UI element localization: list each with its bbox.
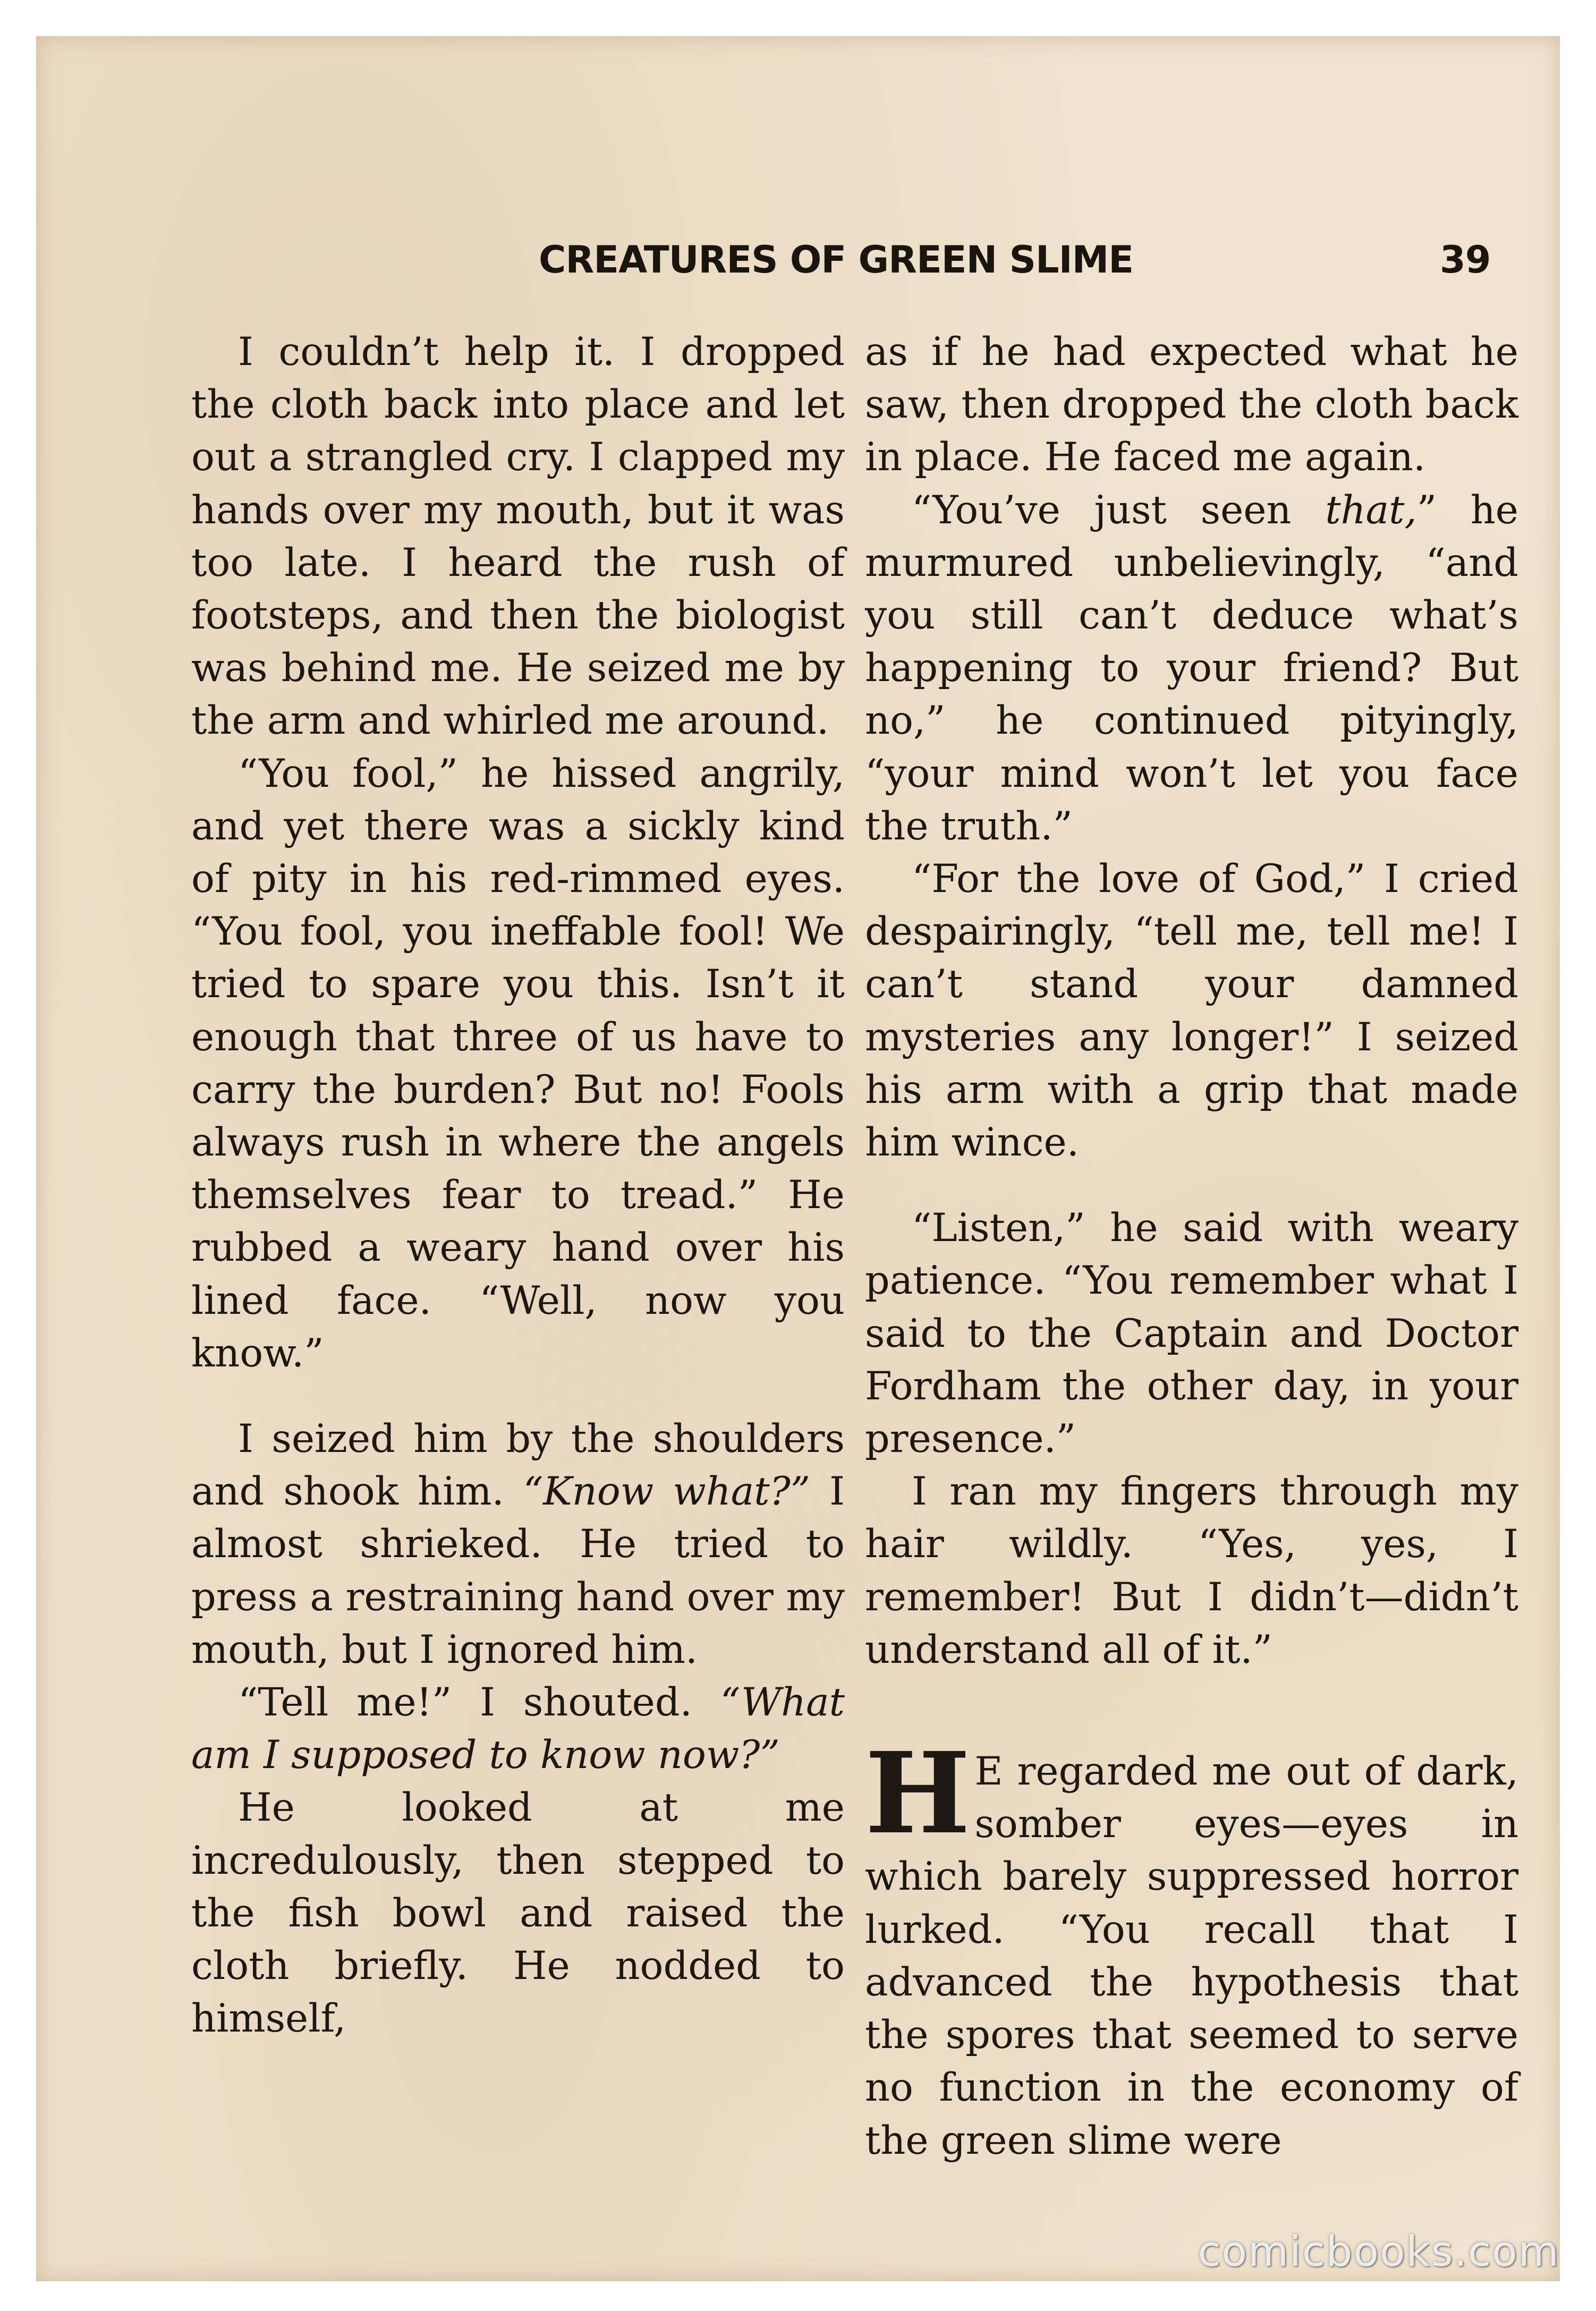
paragraph: I ran my fingers through my hair wildly. “Yes, yes, I remember! But I didn’t—didn’t understand all of it.” — [865, 1469, 1518, 1672]
paragraph-with-dropcap — [865, 1728, 1518, 2167]
paragraph: as if he had expected what he saw, then dropped the cloth back in place. He faced me again. — [865, 329, 1518, 480]
text-run: I seized him by the shoulders and shook him. — [191, 1416, 845, 1515]
paragraph — [865, 484, 1518, 853]
paragraph: He looked at me incredulously, then stepped to the fish bowl and raised the cloth briefly. He nodded to himself, — [191, 1785, 845, 2042]
magazine-page — [36, 36, 1560, 2281]
right-column — [865, 326, 1518, 2167]
text-run: ” he murmured unbelievingly, “and you still can’t deduce what’s happening to your friend? But no,” he continued pityingly, “your mind won’t let you face the truth.” — [865, 487, 1518, 849]
text-run: “Tell me!” I shouted. — [238, 1680, 720, 1726]
text-run: I almost shrieked. He tried to press a restraining hand over my mouth, but I ignored him. — [191, 1469, 845, 1672]
drop-cap: H — [865, 1728, 971, 1859]
paragraph: “For the love of God,” I cried despairingly, “tell me, tell me! I can’t stand your damned mysteries any longer!” I seized his arm with a grip that made him wince. — [865, 856, 1518, 1166]
site-watermark: comicbooks.com — [1198, 2228, 1560, 2276]
story-title: CREATURES OF GREEN SLIME — [539, 238, 1134, 282]
paragraph: I couldn’t help it. I dropped the cloth back into place and let out a strangled cry. I clapped my hands over my mouth, but it was too late. I heard the rush of footsteps, and then the biologist was behind me. He seized me by the arm and whirled me around. — [191, 329, 845, 744]
text-run: “You’ve just seen — [912, 487, 1326, 533]
italic-text: “What am I supposed to know now?” — [191, 1680, 845, 1778]
paragraph — [191, 1676, 845, 1781]
paragraph: “You fool,” he hissed angrily, and yet there was a sickly kind of pity in his red-rimmed eyes. “You fool, you ineffable fool! We tried to spare you this. Isn’t it enough that three of us have to carry the burden? But no! Fools always rush in where the angels themselves fear to tread.” He rubbed a weary hand over his lined face. “Well, now you know.” — [191, 751, 845, 1376]
italic-text: “Know what?” — [523, 1469, 811, 1515]
paragraph: “Listen,” he said with weary patience. “You remember what I said to the Captain and Doctor Fordham the other day, in your presence.” — [865, 1205, 1518, 1462]
page-number: 39 — [1440, 238, 1491, 282]
text-run: E regarded me out of dark, somber eyes—eyes in which barely suppressed horror lurked. “You recall that I advanced the hypothesis that the spores that seemed to serve no function in the economy of the green slime were — [865, 1749, 1518, 2163]
italic-text: that, — [1325, 487, 1417, 533]
left-column — [191, 326, 845, 2045]
paragraph — [191, 1413, 845, 1676]
